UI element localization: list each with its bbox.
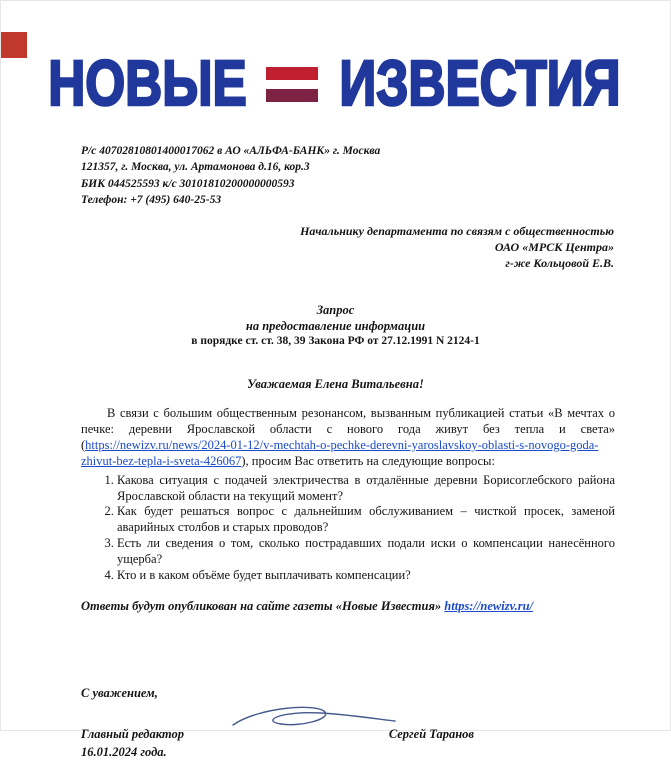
question-item xyxy=(117,536,615,568)
bank-details-line: Р/с 40702810801400017062 в АО «АЛЬФА-БАНК» г. Москва xyxy=(81,145,381,157)
editor-name: Сергей Таранов xyxy=(388,727,474,742)
site-link[interactable]: https://newizv.ru/ xyxy=(444,598,534,613)
recipient-line: ОАО «МРСК Центра» xyxy=(494,239,614,254)
bank-details-line: БИК 044525593 к/с 30101810200000000593 xyxy=(81,177,295,190)
bank-details-line: 121357, г. Москва, ул. Артамонова д.16, кор.3 xyxy=(81,161,310,174)
request-subtitle: на предоставление информации xyxy=(245,318,426,333)
question-item xyxy=(117,568,615,584)
request-title-block xyxy=(1,303,670,349)
request-title: Запрос xyxy=(316,303,355,318)
logo-word-izvestia: ИЗВЕСТИЯ xyxy=(339,48,621,120)
recipient-line: Начальнику департамента по связям с общественностью xyxy=(300,224,614,239)
recipient-block xyxy=(1,224,614,271)
question-text: Как будет решаться вопрос с дальнейшим обслуживанием – чисткой просек, заменой аварийных столбов и старых проводов? xyxy=(117,504,615,535)
salutation: Уважаемая Елена Витальевна! xyxy=(247,376,424,391)
body-paragraph xyxy=(81,405,615,469)
answers-note xyxy=(81,598,615,614)
equals-bar-top xyxy=(266,67,318,80)
question-text: Какова ситуация с подачей электричества в отдалённые деревни Борисоглебского района Ярославской области на текущий момент? xyxy=(117,472,615,503)
logo-equals-icon xyxy=(266,67,318,102)
equals-bar-bottom xyxy=(266,89,318,102)
article-link[interactable]: https://newizv.ru/news/2024-01-12/v-mechtah-o-pechke-derevni-yaroslavskoy-oblasti-s-novogo-goda-zhivut-bez-tepla-i-sveta-426067 xyxy=(81,437,599,468)
signature-row xyxy=(81,727,474,742)
signature-icon xyxy=(229,703,399,737)
questions-list xyxy=(81,473,615,584)
answers-note-text: Ответы будут опубликован на сайте газеты «Новые Известия» xyxy=(81,598,445,613)
question-item xyxy=(117,504,615,536)
logo-word-novye: НОВЫЕ xyxy=(48,48,247,120)
bank-details-line: Телефон: +7 (495) 640-25-53 xyxy=(81,193,222,206)
question-text: Кто и в каком объёме будет выплачивать компенсации? xyxy=(117,567,411,582)
red-corner-mark xyxy=(1,32,27,58)
document-date: 16.01.2024 года. xyxy=(81,745,167,760)
body-text-after-link: ), просим Вас ответить на следующие вопросы: xyxy=(241,453,495,468)
editor-role: Главный редактор xyxy=(81,727,184,742)
request-legal-basis: в порядке ст. ст. 38, 39 Закона РФ от 27.12.1991 N 2124-1 xyxy=(191,335,480,348)
logo xyxy=(1,48,670,120)
bank-details xyxy=(81,143,670,208)
body-text-before-link: В связи с большим общественным резонансом, вызванным публикацией статьи «В мечтах о печке: деревни Ярославской области с нового года живут без тепла и света» ( xyxy=(81,405,615,452)
question-item xyxy=(117,473,615,505)
recipient-line: г-же Кольцовой Е.В. xyxy=(505,255,614,270)
regards-line: С уважением, xyxy=(81,686,158,701)
question-text: Есть ли сведения о том, сколько пострадавших подали иски о компенсации нанесённого ущерба? xyxy=(117,536,615,567)
